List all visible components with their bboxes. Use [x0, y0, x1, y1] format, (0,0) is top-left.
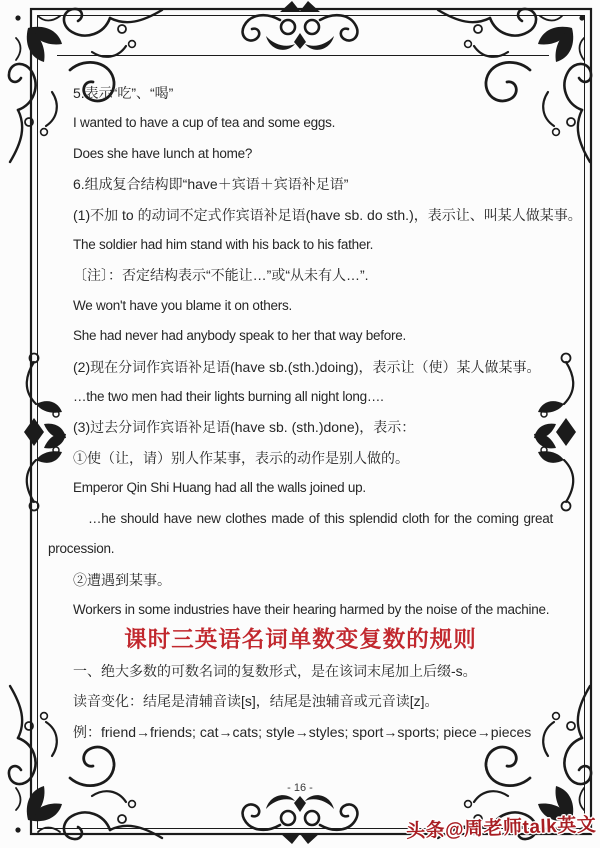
text-line: …he should have new clothes made of this splendid cloth for the coming great procession. — [48, 510, 553, 557]
text-line: 一、绝大多数的可数名词的复数形式，是在该词末尾加上后缀-s。 — [73, 662, 477, 679]
section-heading: 课时三英语名词单数变复数的规则 — [124, 627, 477, 653]
text-line: 读音变化：结尾是清辅音读[s]，结尾是浊辅音或元音读[z]。 — [73, 693, 439, 710]
text-line: (2)现在分词作宾语补足语(have sb.(sth.)doing)，表示让（使）某人做某事。 — [73, 358, 541, 375]
text-line: 5.表示“吃”、“喝” — [73, 85, 174, 101]
text-line: Does she have lunch at home? — [73, 145, 253, 161]
text-line: ①使（让，请）别人作某事，表示的动作是别人做的。 — [73, 449, 409, 466]
document-body — [48, 78, 582, 747]
text-line: The soldier had him stand with his back to his father. — [73, 237, 374, 253]
text-line: She had never had anybody speak to her that way before. — [73, 328, 406, 344]
text-line: 〔注〕：否定结构表示“不能让…”或“从未有人…”. — [73, 267, 369, 284]
text-line: Emperor Qin Shi Huang had all the walls joined up. — [73, 480, 366, 496]
text-line: (3)过去分词作宾语补足语(have sb. (sth.)done)，表示： — [73, 419, 416, 436]
text-line: Workers in some industries have their hearing harmed by the noise of the machine. — [73, 601, 550, 617]
text-line: We won't have you blame it on others. — [73, 297, 292, 313]
text-line: I wanted to have a cup of tea and some eggs. — [73, 115, 336, 131]
text-line: …the two men had their lights burning all night long…. — [73, 389, 384, 405]
text-line: 例：friend→friends; cat→cats; style→styles; sport→sports; piece→pieces — [73, 723, 532, 740]
page-number: - 16 - — [287, 782, 313, 794]
text-line: (1)不加 to 的动词不定式作宾语补足语(have sb. do sth.)，表示让、叫某人做某事。 — [73, 206, 582, 223]
watermark: 头条@周老师talk英文 — [405, 814, 597, 843]
text-line: ②遭遇到某事。 — [73, 571, 171, 588]
text-line: 6.组成复合结构即“have＋宾语＋宾语补足语” — [73, 176, 349, 193]
